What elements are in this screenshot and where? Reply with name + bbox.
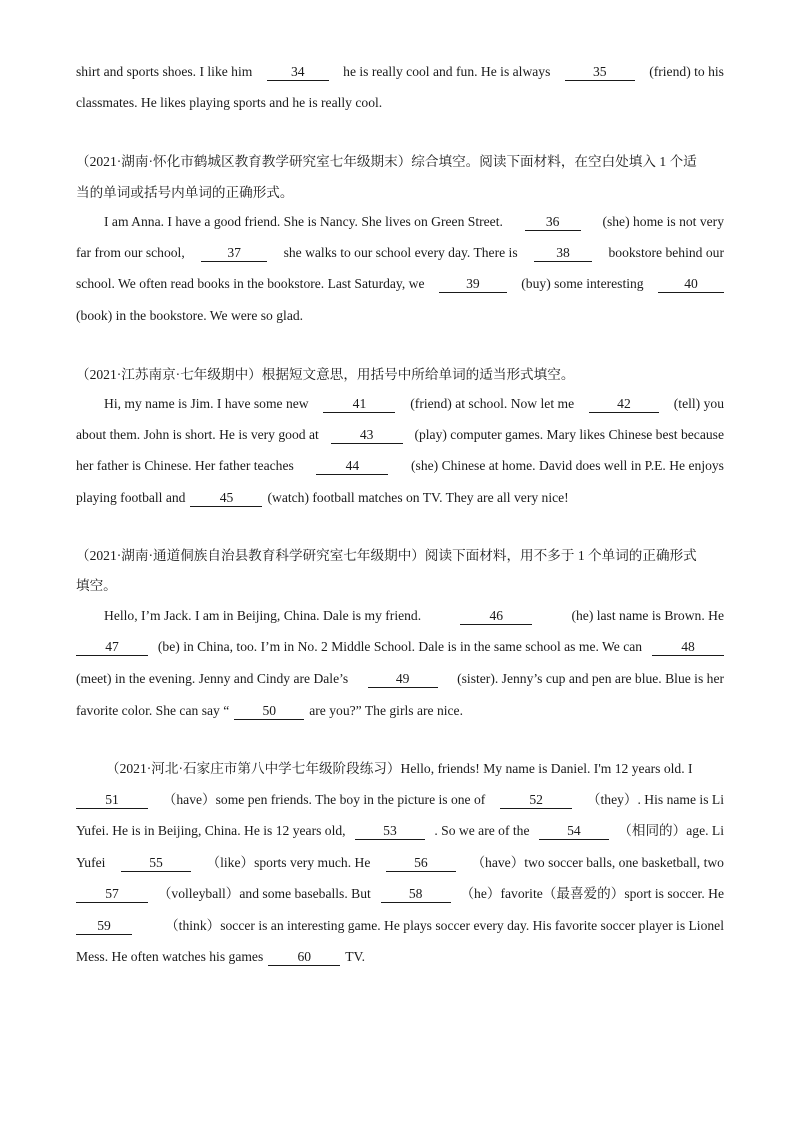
- line-text: （like）sports very much. He: [206, 855, 371, 870]
- line-text: （2021·河北·石家庄市第八中学七年级阶段练习）Hello, friends! My name is Daniel. I'm 12 years old. I: [106, 761, 693, 776]
- line-text: bookstore behind our: [608, 245, 724, 260]
- line-text: her father is Chinese. Her father teaches: [76, 458, 294, 473]
- answer-blank-44[interactable]: 44: [316, 459, 388, 475]
- answer-blank-54[interactable]: 54: [539, 824, 609, 840]
- line-text: (friend) at school. Now let me: [410, 396, 575, 411]
- answer-blank-34[interactable]: 34: [267, 65, 329, 81]
- line-text: TV.: [345, 949, 366, 964]
- answer-blank-50[interactable]: 50: [234, 704, 304, 720]
- line-text: he is really cool and fun. He is always: [343, 64, 551, 79]
- line-text: (meet) in the evening. Jenny and Cindy are Dale’s: [76, 671, 349, 686]
- line-text: （he）favorite（最喜爱的）sport is soccer. He: [460, 886, 724, 901]
- answer-blank-38[interactable]: 38: [534, 246, 592, 262]
- line-text: （think）soccer is an interesting game. He plays soccer every day. His favorite soccer player is Lionel: [165, 918, 724, 933]
- answer-blank-45[interactable]: 45: [190, 491, 262, 507]
- passage-line: [76, 306, 724, 326]
- line-text: （have）two soccer balls, one basketball, two: [471, 855, 724, 870]
- answer-blank-55[interactable]: 55: [121, 856, 191, 872]
- line-text: （they）. His name is Li: [586, 792, 724, 807]
- answer-blank-47[interactable]: 47: [76, 640, 148, 656]
- answer-blank-58[interactable]: 58: [381, 887, 451, 903]
- answer-blank-48[interactable]: 48: [652, 640, 724, 656]
- passage-line: [76, 425, 724, 445]
- answer-blank-41[interactable]: 41: [323, 397, 395, 413]
- line-text: . So we are of the: [434, 823, 530, 838]
- passage-line: [76, 456, 724, 476]
- line-text: 当的单词或括号内单词的正确形式。: [76, 185, 294, 200]
- passage-line: [76, 93, 724, 113]
- section-heading-line: [76, 576, 724, 596]
- passage-line: [76, 62, 724, 82]
- passage-line: [104, 394, 724, 414]
- passage-line: [76, 821, 724, 841]
- line-text: （have）some pen friends. The boy in the picture is one of: [162, 792, 486, 807]
- answer-blank-35[interactable]: 35: [565, 65, 635, 81]
- line-text: Hello, I’m Jack. I am in Beijing, China. Dale is my friend.: [104, 608, 422, 623]
- passage-line: [76, 701, 724, 721]
- line-text: （volleyball）and some baseballs. But: [157, 886, 371, 901]
- line-text: (sister). Jenny’s cup and pen are blue. Blue is her: [457, 671, 724, 686]
- passage-line: [76, 884, 724, 904]
- answer-blank-52[interactable]: 52: [500, 793, 572, 809]
- passage-line: [104, 606, 724, 626]
- answer-blank-56[interactable]: 56: [386, 856, 456, 872]
- answer-blank-57[interactable]: 57: [76, 887, 148, 903]
- line-text: (be) in China, too. I’m in No. 2 Middle School. Dale is in the same school as me. We can: [157, 639, 643, 654]
- line-text: about them. John is short. He is very good at: [76, 427, 319, 442]
- line-text: (watch) football matches on TV. They are all very nice!: [267, 490, 569, 505]
- section-heading-line: [76, 365, 724, 385]
- line-text: （2021·湖南·通道侗族自治县教育科学研究室七年级期中）阅读下面材料，用不多于 1 个单词的正确形式: [76, 548, 697, 563]
- line-text: (book) in the bookstore. We were so glad.: [76, 308, 304, 323]
- answer-blank-36[interactable]: 36: [525, 215, 581, 231]
- answer-blank-43[interactable]: 43: [331, 428, 403, 444]
- passage-line: [76, 853, 724, 873]
- line-text: Mess. He often watches his games: [76, 949, 264, 964]
- line-text: 填空。: [76, 578, 117, 593]
- line-text: I am Anna. I have a good friend. She is Nancy. She lives on Green Street.: [104, 214, 503, 229]
- passage-line: [76, 947, 724, 967]
- passage-line: [76, 916, 724, 936]
- answer-blank-59[interactable]: 59: [76, 919, 132, 935]
- line-text: Yufei. He is in Beijing, China. He is 12 years old,: [76, 823, 346, 838]
- line-text: (tell) you: [673, 396, 724, 411]
- line-text: classmates. He likes playing sports and he is really cool.: [76, 95, 383, 110]
- line-text: (play) computer games. Mary likes Chinese best because: [414, 427, 724, 442]
- line-text: are you?” The girls are nice.: [309, 703, 463, 718]
- line-text: (friend) to his: [649, 64, 724, 79]
- line-text: she walks to our school every day. There is: [283, 245, 518, 260]
- section-heading-line: [106, 759, 724, 779]
- line-text: shirt and sports shoes. I like him: [76, 64, 253, 79]
- answer-blank-53[interactable]: 53: [355, 824, 425, 840]
- answer-blank-46[interactable]: 46: [460, 609, 532, 625]
- answer-blank-60[interactable]: 60: [268, 950, 340, 966]
- passage-line: [104, 212, 724, 232]
- passage-line: [76, 669, 724, 689]
- passage-line: [76, 243, 724, 263]
- line-text: school. We often read books in the bookstore. Last Saturday, we: [76, 276, 425, 291]
- section-heading-line: [76, 152, 724, 172]
- line-text: Yufei: [76, 855, 106, 870]
- line-text: （相同的）age. Li: [618, 823, 724, 838]
- section-heading-line: [76, 183, 724, 203]
- line-text: favorite color. She can say “: [76, 703, 230, 718]
- passage-line: [76, 274, 724, 294]
- passage-line: [76, 488, 724, 508]
- passage-line: [76, 790, 724, 810]
- answer-blank-42[interactable]: 42: [589, 397, 659, 413]
- section-heading-line: [76, 546, 724, 566]
- line-text: （2021·湖南·怀化市鹤城区教育教学研究室七年级期末）综合填空。阅读下面材料，在空白处填入 1 个适: [76, 154, 697, 169]
- line-text: playing football and: [76, 490, 186, 505]
- answer-blank-40[interactable]: 40: [658, 277, 724, 293]
- line-text: (she) home is not very: [602, 214, 724, 229]
- answer-blank-37[interactable]: 37: [201, 246, 267, 262]
- line-text: (she) Chinese at home. David does well in P.E. He enjoys: [411, 458, 724, 473]
- line-text: (he) last name is Brown. He: [571, 608, 724, 623]
- answer-blank-39[interactable]: 39: [439, 277, 507, 293]
- answer-blank-49[interactable]: 49: [368, 672, 438, 688]
- answer-blank-51[interactable]: 51: [76, 793, 148, 809]
- line-text: far from our school,: [76, 245, 185, 260]
- line-text: （2021·江苏南京·七年级期中）根据短文意思，用括号中所给单词的适当形式填空。: [76, 367, 575, 382]
- line-text: (buy) some interesting: [521, 276, 644, 291]
- passage-line: [76, 637, 724, 657]
- line-text: Hi, my name is Jim. I have some new: [104, 396, 309, 411]
